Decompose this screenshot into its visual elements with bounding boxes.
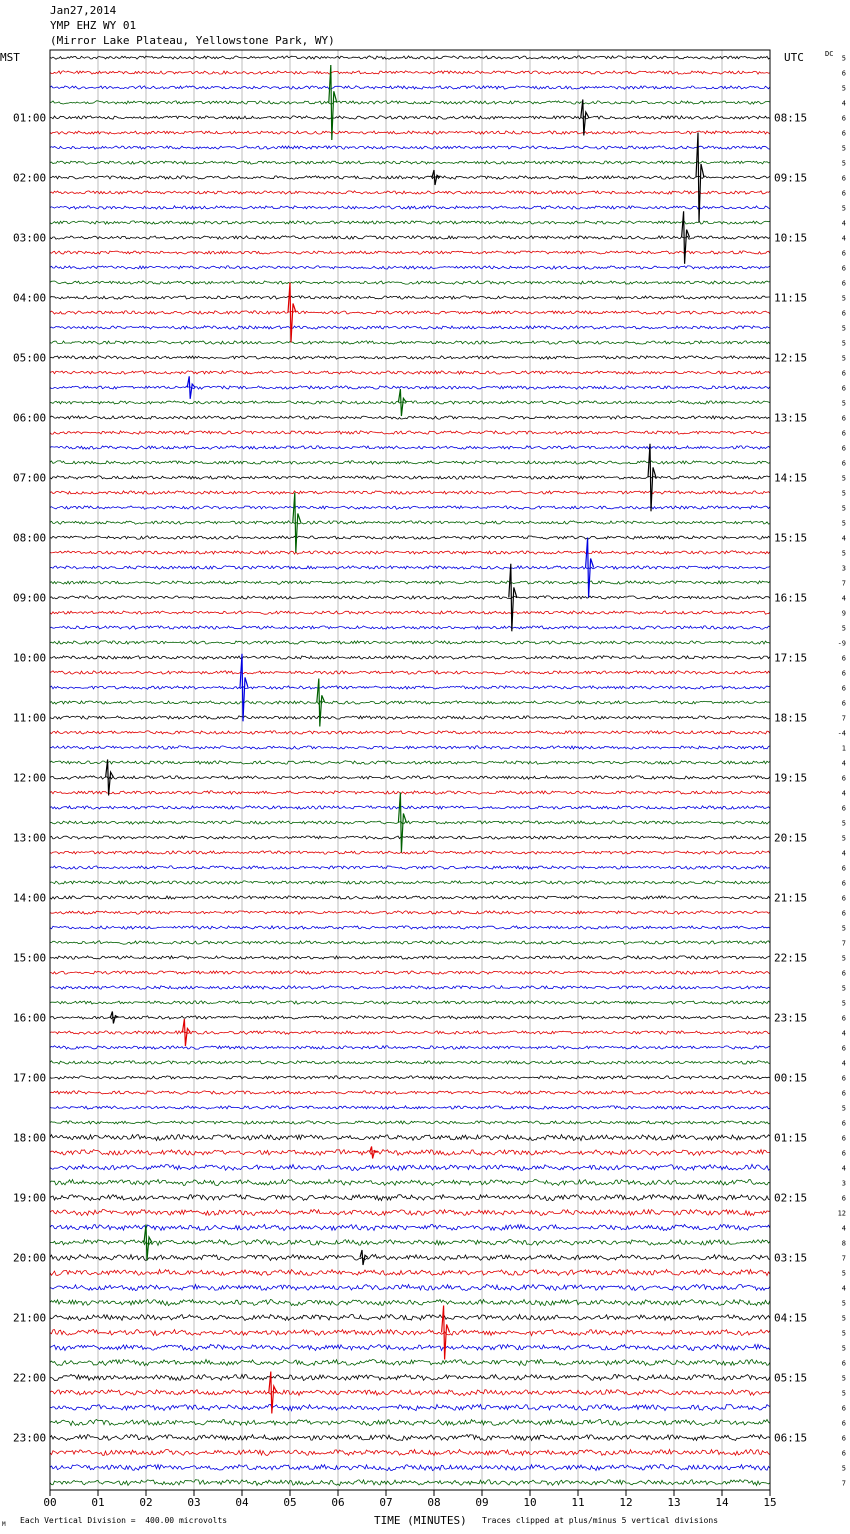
dc-value: 4 [841,789,846,798]
utc-hour-label: 00:15 [774,1071,808,1085]
mst-hour-label: 22:00 [13,1371,47,1385]
trace-line [50,656,770,659]
trace-line [50,476,770,479]
x-tick-label: 00 [43,1496,57,1509]
dc-value: 6 [841,279,846,288]
trace-line [50,956,770,959]
dc-value: 5 [841,159,846,168]
trace-line [50,911,770,914]
dc-value: 5 [841,144,846,153]
trace-line [50,881,770,884]
dc-value: 6 [841,804,846,813]
dc-value: 4 [841,234,846,243]
trace-line [50,1435,770,1441]
dc-value: 5 [841,399,846,408]
utc-hour-label: 22:15 [774,951,808,965]
dc-value: 6 [841,864,846,873]
trace-line [50,1255,770,1261]
trace-line [50,671,770,674]
dc-value: 5 [841,624,846,633]
trace-line [50,371,770,374]
trace-line [50,401,770,404]
trace-line [50,1465,770,1471]
mst-hour-label: 18:00 [13,1131,47,1145]
utc-hour-label: 20:15 [774,831,808,845]
dc-value: 6 [841,264,846,273]
dc-value: 6 [841,1119,846,1128]
mst-hour-label: 20:00 [13,1251,47,1265]
dc-value: 6 [841,684,846,693]
event-spike [581,100,589,136]
trace-line [50,1240,770,1246]
dc-value: 5 [841,549,846,558]
dc-value: 5 [841,54,846,63]
dc-value: 5 [841,294,846,303]
trace-line [50,521,770,524]
dc-value: 6 [841,699,846,708]
dc-value: 3 [841,1179,846,1188]
trace-line [50,221,770,224]
mst-hour-label: 12:00 [13,771,47,785]
trace-line [50,176,770,179]
trace-line [50,1180,770,1186]
dc-value: 5 [841,1329,846,1338]
mst-hour-label: 07:00 [13,471,47,485]
mst-hour-label: 04:00 [13,291,47,305]
utc-hour-label: 12:15 [774,351,808,365]
record-date: Jan27,2014 [50,4,117,17]
utc-hour-label: 14:15 [774,471,808,485]
dc-value: 6 [841,174,846,183]
x-tick-label: 01 [91,1496,105,1509]
trace-line [50,56,770,59]
trace-line [50,506,770,509]
x-tick-label: 12 [619,1496,633,1509]
trace-line [50,1135,770,1141]
dc-value: 5 [841,324,846,333]
utc-hour-label: 17:15 [774,651,808,665]
trace-line [50,296,770,299]
dc-value: 5 [841,1104,846,1113]
trace-line [50,1269,770,1275]
trace-line [50,236,770,239]
utc-hour-label: 09:15 [774,171,808,185]
utc-hour-label: 16:15 [774,591,808,605]
mst-hour-label: 14:00 [13,891,47,905]
event-spike [110,1012,118,1024]
trace-line [50,416,770,419]
event-spike [442,1306,450,1360]
dc-column-title: DC [825,50,834,58]
dc-value: 5 [841,819,846,828]
station-location: (Mirror Lake Plateau, Yellowstone Park, WY) [50,34,335,47]
trace-line [50,251,770,254]
mst-hour-label: 10:00 [13,651,47,665]
x-tick-label: 05 [283,1496,297,1509]
dc-value: 4 [841,594,846,603]
x-axis-ticks [43,1490,776,1509]
dc-value: 5 [841,999,846,1008]
footer-corner-mark: M [2,1521,6,1528]
dc-value: -4 [837,729,846,738]
dc-value: 4 [841,1029,846,1038]
trace-line [50,1194,770,1200]
dc-value: 6 [841,1434,846,1443]
event-spike [293,493,301,553]
x-tick-label: 14 [715,1496,729,1509]
trace-line [50,1076,770,1079]
event-spike [370,1147,378,1159]
x-tick-label: 09 [475,1496,489,1509]
dc-value-labels [838,55,846,1488]
dc-value: 12 [837,1209,846,1218]
trace-line [50,941,770,944]
trace-line [50,791,770,794]
trace-line [50,71,770,74]
utc-hour-label: 05:15 [774,1371,808,1385]
dc-value: 6 [841,1194,846,1203]
dc-value: 7 [841,939,846,948]
trace-line [50,1121,770,1124]
dc-value: 5 [841,1269,846,1278]
mst-hour-label: 16:00 [13,1011,47,1025]
dc-value: 5 [841,984,846,993]
dc-value: 6 [841,189,846,198]
dc-value: 6 [841,1149,846,1158]
dc-value: 5 [841,924,846,933]
utc-hour-label: 15:15 [774,531,808,545]
mst-hour-label: 06:00 [13,411,47,425]
x-tick-label: 13 [667,1496,681,1509]
trace-line [50,146,770,149]
dc-value: 9 [841,609,846,618]
trace-line [50,1091,770,1094]
trace-line [50,281,770,284]
mst-hour-label: 21:00 [13,1311,47,1325]
dc-value: 6 [841,1404,846,1413]
dc-value: 5 [841,1374,846,1383]
right-hour-labels [774,112,807,1445]
dc-value: 5 [841,519,846,528]
trace-line [50,596,770,599]
trace-line [50,746,770,749]
trace-line [50,1330,770,1336]
trace-line [50,191,770,194]
trace-line [50,806,770,809]
trace-line [50,701,770,704]
dc-value: 4 [841,219,846,228]
trace-line [50,1360,770,1366]
trace-line [50,866,770,869]
mst-hour-label: 23:00 [13,1431,47,1445]
trace-line [50,551,770,554]
mst-hour-label: 19:00 [13,1191,47,1205]
trace-line [50,206,770,209]
mst-hour-label: 17:00 [13,1071,47,1085]
event-spike [509,564,517,632]
dc-value: 4 [841,534,846,543]
x-tick-label: 03 [187,1496,201,1509]
utc-hour-label: 13:15 [774,411,808,425]
dc-value: 6 [841,429,846,438]
trace-line [50,461,770,464]
dc-value: 5 [841,354,846,363]
dc-value: 6 [841,894,846,903]
trace-line [50,641,770,644]
dc-value: 1 [841,744,846,753]
trace-line [50,611,770,614]
trace-line [50,1450,770,1456]
dc-value: 7 [841,579,846,588]
dc-value: 4 [841,1059,846,1068]
trace-line [50,1164,770,1170]
trace-line [50,851,770,854]
dc-value: 7 [841,714,846,723]
dc-value: 6 [841,69,846,78]
trace-line [50,266,770,269]
trace-line [50,311,770,314]
mst-hour-label: 01:00 [13,111,47,125]
trace-line [50,1001,770,1004]
trace-line [50,986,770,989]
dc-value: 5 [841,1299,846,1308]
dc-value: 5 [841,1389,846,1398]
dc-value: 6 [841,1359,846,1368]
dc-value: 6 [841,309,846,318]
trace-line [50,626,770,629]
dc-value: 6 [841,129,846,138]
dc-value: 4 [841,99,846,108]
trace-line [50,716,770,719]
event-spike [329,65,337,140]
left-hour-labels [13,112,46,1445]
dc-value: 5 [841,474,846,483]
trace-line [50,491,770,494]
trace-line [50,326,770,329]
event-spike [288,283,296,343]
trace-line [50,1344,770,1350]
mst-hour-label: 05:00 [13,351,47,365]
dc-value: 6 [841,1014,846,1023]
dc-value: 5 [841,834,846,843]
right-axis-title: UTC [784,51,804,64]
trace-line [50,116,770,119]
utc-hour-label: 01:15 [774,1131,808,1145]
dc-value: 6 [841,774,846,783]
trace-line [50,386,770,389]
utc-hour-label: 02:15 [774,1191,808,1205]
trace-line [50,971,770,974]
dc-value: 5 [841,954,846,963]
x-axis-label: TIME (MINUTES) [374,1514,467,1527]
dc-value: 4 [841,1284,846,1293]
dc-value: 6 [841,1044,846,1053]
trace-line [50,1480,770,1486]
trace-line [50,1420,770,1426]
dc-value: 3 [841,564,846,573]
utc-hour-label: 06:15 [774,1431,808,1445]
seismic-traces [50,56,770,1486]
x-tick-label: 02 [139,1496,153,1509]
trace-line [50,1314,770,1320]
mst-hour-label: 08:00 [13,531,47,545]
trace-line [50,1390,770,1396]
dc-value: 6 [841,444,846,453]
dc-value: 6 [841,1074,846,1083]
dc-value: 5 [841,204,846,213]
dc-value: 6 [841,669,846,678]
utc-hour-label: 23:15 [774,1011,808,1025]
dc-value: 6 [841,1089,846,1098]
dc-value: 5 [841,1314,846,1323]
trace-line [50,1374,770,1380]
mst-hour-label: 09:00 [13,591,47,605]
trace-line [50,761,770,764]
dc-value: 6 [841,969,846,978]
footer-scale-text: Each Vertical Division = 400.00 microvolts [20,1516,228,1525]
dc-value: 6 [841,369,846,378]
trace-line [50,581,770,584]
left-axis-title: MST [0,51,20,64]
dc-value: 6 [841,1134,846,1143]
dc-value: 4 [841,1164,846,1173]
mst-hour-label: 03:00 [13,231,47,245]
dc-value: 7 [841,1254,846,1263]
x-tick-label: 15 [763,1496,777,1509]
utc-hour-label: 19:15 [774,771,808,785]
utc-hour-label: 08:15 [774,111,808,125]
dc-value: 4 [841,849,846,858]
station-code: YMP EHZ WY 01 [50,19,137,32]
utc-hour-label: 10:15 [774,231,808,245]
trace-line [50,101,770,104]
trace-line [50,1404,770,1410]
dc-value: 6 [841,459,846,468]
trace-line [50,161,770,164]
utc-hour-label: 04:15 [774,1311,808,1325]
utc-hour-label: 21:15 [774,891,808,905]
trace-line [50,131,770,134]
trace-line [50,821,770,824]
trace-line [50,1061,770,1064]
utc-hour-label: 11:15 [774,291,808,305]
dc-value: 4 [841,1224,846,1233]
utc-hour-label: 18:15 [774,711,808,725]
trace-line [50,1016,770,1019]
trace-line [50,1106,770,1109]
trace-line [50,926,770,929]
trace-line [50,686,770,689]
trace-line [50,1210,770,1216]
mst-hour-label: 02:00 [13,171,47,185]
trace-line [50,356,770,359]
utc-hour-label: 03:15 [774,1251,808,1265]
trace-line [50,86,770,89]
trace-line [50,566,770,569]
trace-line [50,341,770,344]
dc-value: 6 [841,1419,846,1428]
mst-hour-label: 13:00 [13,831,47,845]
trace-line [50,1031,770,1034]
x-tick-label: 10 [523,1496,537,1509]
dc-value: 7 [841,1479,846,1488]
trace-line [50,446,770,449]
dc-value: 5 [841,489,846,498]
trace-line [50,896,770,899]
dc-value: 6 [841,384,846,393]
trace-line [50,1150,770,1156]
x-tick-label: 04 [235,1496,249,1509]
dc-value: 5 [841,84,846,93]
trace-line [50,836,770,839]
dc-value: 6 [841,249,846,258]
dc-value: 6 [841,414,846,423]
dc-value: 5 [841,339,846,348]
dc-value: 6 [841,114,846,123]
dc-value: -9 [837,639,846,648]
dc-value: 6 [841,909,846,918]
x-tick-label: 08 [427,1496,441,1509]
trace-line [50,731,770,734]
dc-value: 5 [841,504,846,513]
dc-value: 6 [841,879,846,888]
trace-line [50,776,770,779]
dc-value: 5 [841,1344,846,1353]
trace-line [50,431,770,434]
dc-value: 8 [841,1239,846,1248]
x-tick-label: 07 [379,1496,393,1509]
trace-line [50,1225,770,1231]
x-tick-label: 06 [331,1496,345,1509]
event-spike [360,1250,368,1265]
event-spike [586,538,594,598]
mst-hour-label: 15:00 [13,951,47,965]
mst-hour-label: 11:00 [13,711,47,725]
trace-line [50,1300,770,1306]
dc-value: 4 [841,759,846,768]
dc-value: 6 [841,654,846,663]
x-tick-label: 11 [571,1496,585,1509]
dc-value: 6 [841,1449,846,1458]
trace-line [50,1046,770,1049]
trace-line [50,536,770,539]
trace-line [50,1285,770,1291]
dc-value: 5 [841,1464,846,1473]
footer-clip-text: Traces clipped at plus/minus 5 vertical divisions [482,1516,719,1525]
